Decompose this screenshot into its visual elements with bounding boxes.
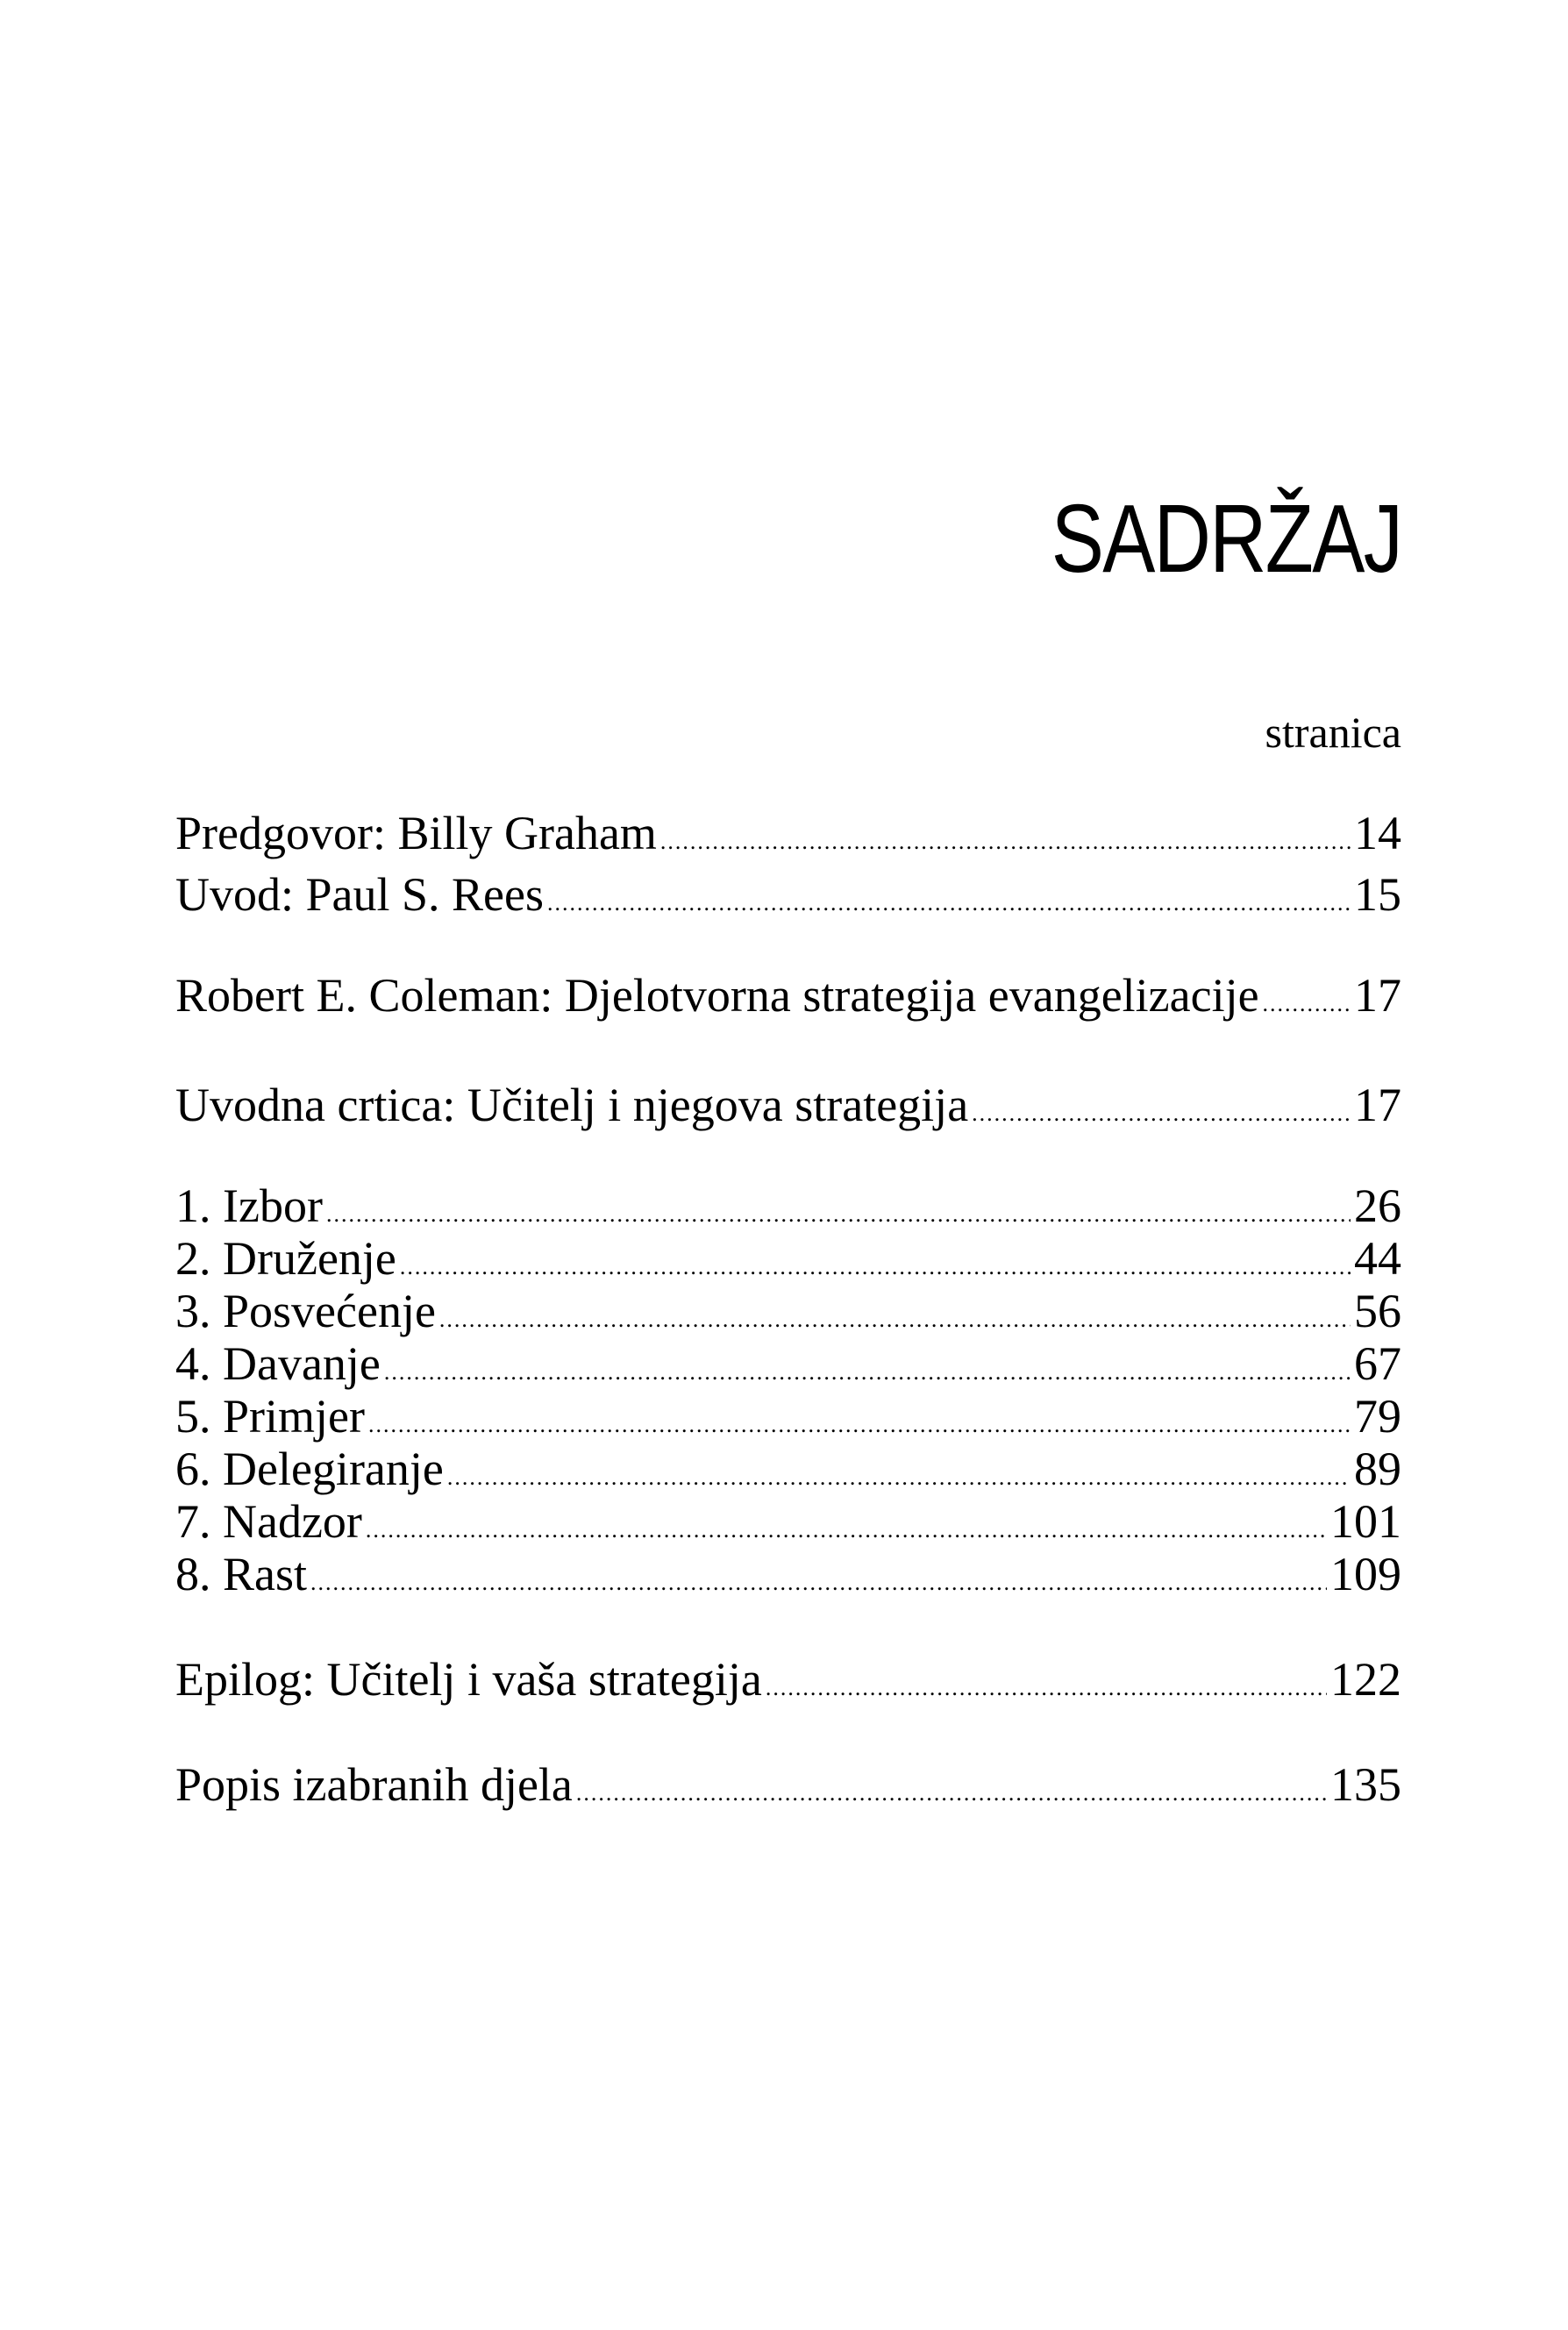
toc-entry-label: Uvodna crtica: Učitelj i njegova strategija [175,1079,969,1131]
toc-entry-uvodna-crtica [175,1079,1401,1140]
toc-entry-page: 17 [1354,1079,1401,1131]
toc-entry-page: 122 [1330,1653,1401,1706]
dot-leader [576,1767,1327,1820]
toc-entry-page: 14 [1354,807,1401,859]
page-column-label: stranica [1265,708,1401,757]
toc-entry-page: 79 [1354,1390,1401,1443]
toc-entry-page: 135 [1330,1758,1401,1811]
toc-entry-predgovor [175,807,1401,868]
toc-entry-label: Uvod: Paul S. Rees [175,868,545,921]
dot-leader [547,877,1351,930]
toc-entry-label: 1. Izbor [175,1179,323,1232]
toc-entry-label: 4. Davanje [175,1337,381,1390]
toc-entry-label: Popis izabranih djela [175,1758,573,1811]
toc-entry-label: Predgovor: Billy Graham [175,807,657,859]
toc-entry-label: 3. Posvećenje [175,1285,436,1337]
table-of-contents [175,0,1401,2330]
dot-leader [1263,978,1351,1030]
toc-entry-label: 6. Delegiranje [175,1443,444,1495]
toc-entry-chapter-8 [175,1548,1401,1609]
toc-entry-label: Epilog: Učitelj i vaša strategija [175,1653,762,1706]
toc-entry-epilog [175,1653,1401,1714]
dot-leader [310,1557,1327,1609]
toc-entry-page: 15 [1354,868,1401,921]
toc-entry-page: 56 [1354,1285,1401,1337]
page-title: SADRŽAJ [1051,485,1401,593]
toc-entry-label: 7. Nadzor [175,1495,362,1548]
toc-entry-label: 8. Rast [175,1548,308,1600]
dot-leader [766,1662,1327,1714]
toc-entry-page: 67 [1354,1337,1401,1390]
toc-entry-page: 101 [1330,1495,1401,1548]
toc-entry-coleman [175,969,1401,1030]
toc-entry-label: 2. Druženje [175,1232,396,1285]
toc-entry-bibliography [175,1758,1401,1820]
toc-entry-label: 5. Primjer [175,1390,365,1443]
toc-entry-page: 109 [1330,1548,1401,1600]
toc-entry-page: 26 [1354,1179,1401,1232]
toc-entry-uvod [175,868,1401,930]
toc-entry-page: 89 [1354,1443,1401,1495]
toc-entry-page: 17 [1354,969,1401,1022]
toc-entry-label: Robert E. Coleman: Djelotvorna strategija evangelizacije [175,969,1259,1022]
dot-leader [972,1087,1351,1140]
toc-entry-page: 44 [1354,1232,1401,1285]
dot-leader [660,816,1351,868]
